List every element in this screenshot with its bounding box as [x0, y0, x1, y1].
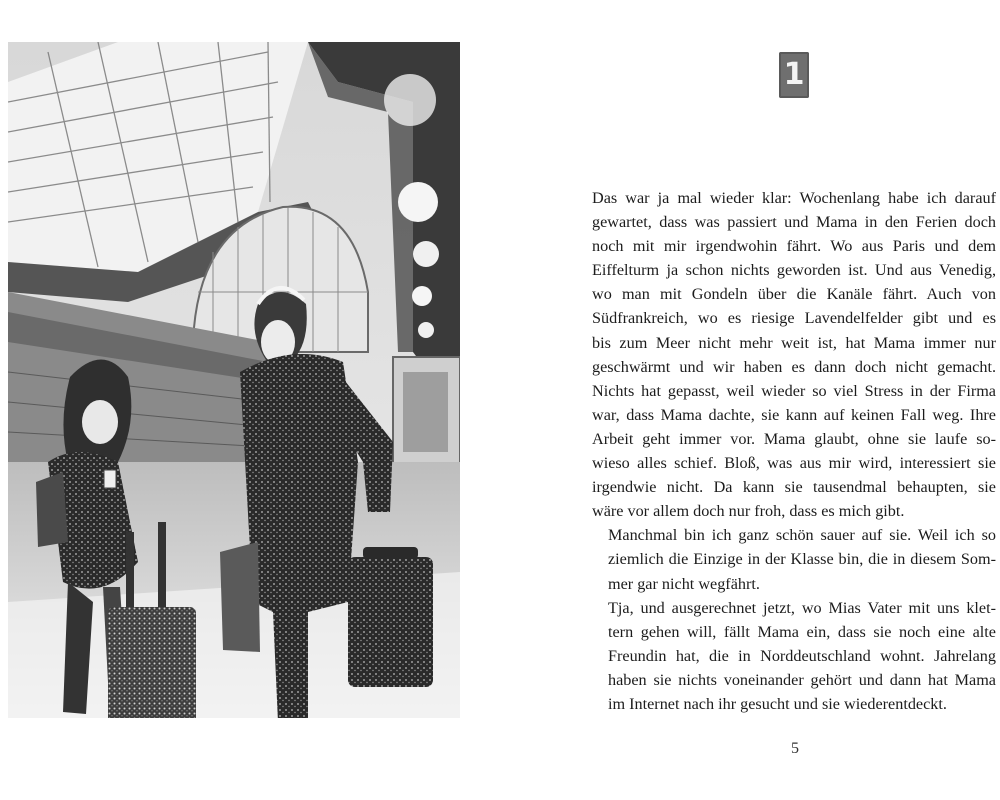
text-line: wieso alles schief. Bloß, was aus mir wird, interessiert sie [592, 454, 996, 473]
text-line: im Internet nach ihr gesucht und sie wiederentdeckt. [608, 694, 947, 713]
text-line: geschwärmt und wir haben es dann doch nicht gemacht. [592, 357, 996, 376]
text-line: bis zum Meer nicht mehr weit ist, hat Mama immer nur [592, 333, 996, 352]
text-line: tern gehen will, fällt Mama ein, dass sie noch eine alte [608, 622, 996, 641]
text-line: Tja, und ausgerechnet jetzt, wo Mias Vater mit uns klet- [608, 598, 996, 617]
text-line: Freundin hat, die in Norddeutschland wohnt. Jahrelang [608, 646, 996, 665]
text-line: Arbeit geht immer vor. Mama glaubt, ohne sie laufe so- [592, 429, 996, 448]
paragraph [592, 596, 996, 716]
station-illustration [8, 42, 460, 718]
railway-station-illustration-icon [8, 42, 460, 718]
text-line: Das war ja mal wieder klar: Wochenlang habe ich darauf [592, 189, 996, 207]
text-line: wo man mit Gondeln über die Kanäle fährt. Auch von [592, 285, 996, 304]
paragraph [592, 186, 996, 523]
text-line: mer gar nicht wegfährt. [608, 574, 760, 593]
text-line: Manchmal bin ich ganz schön sauer auf sie. Weil ich so [608, 526, 996, 545]
text-line: ziemlich die Einzige in der Klasse bin, die in diesem Som- [608, 550, 996, 569]
text-line: war, dass Mama dachte, sie kann auf keinen Fall weg. Ihre [592, 405, 996, 424]
text-line: haben sie nichts voneinander gehört und dann hat Mama [608, 670, 996, 689]
text-line: irgendwie nicht. Da kann sie tausendmal behaupten, sie [592, 478, 996, 497]
text-line: Eiffelturm ja schon nichts geworden ist. Und aus Venedig, [592, 261, 996, 280]
body-text [592, 186, 996, 716]
text-line: Südfrankreich, wo es riesige Lavendelfelder gibt und es [592, 309, 996, 328]
text-line: gewartet, dass was passiert und Mama in den Ferien doch [592, 213, 996, 232]
text-line: noch mit mir irgendwohin fährt. Wo aus Paris und dem [592, 237, 996, 256]
page-number: 5 [791, 740, 799, 757]
text-line: Nichts hat gepasst, weil wieder so viel Stress in der Firma [592, 381, 996, 400]
text-line: wäre vor allem doch nur froh, dass es mich gibt. [592, 502, 905, 521]
paragraph [592, 523, 996, 595]
chapter-number: 1 [779, 52, 809, 98]
